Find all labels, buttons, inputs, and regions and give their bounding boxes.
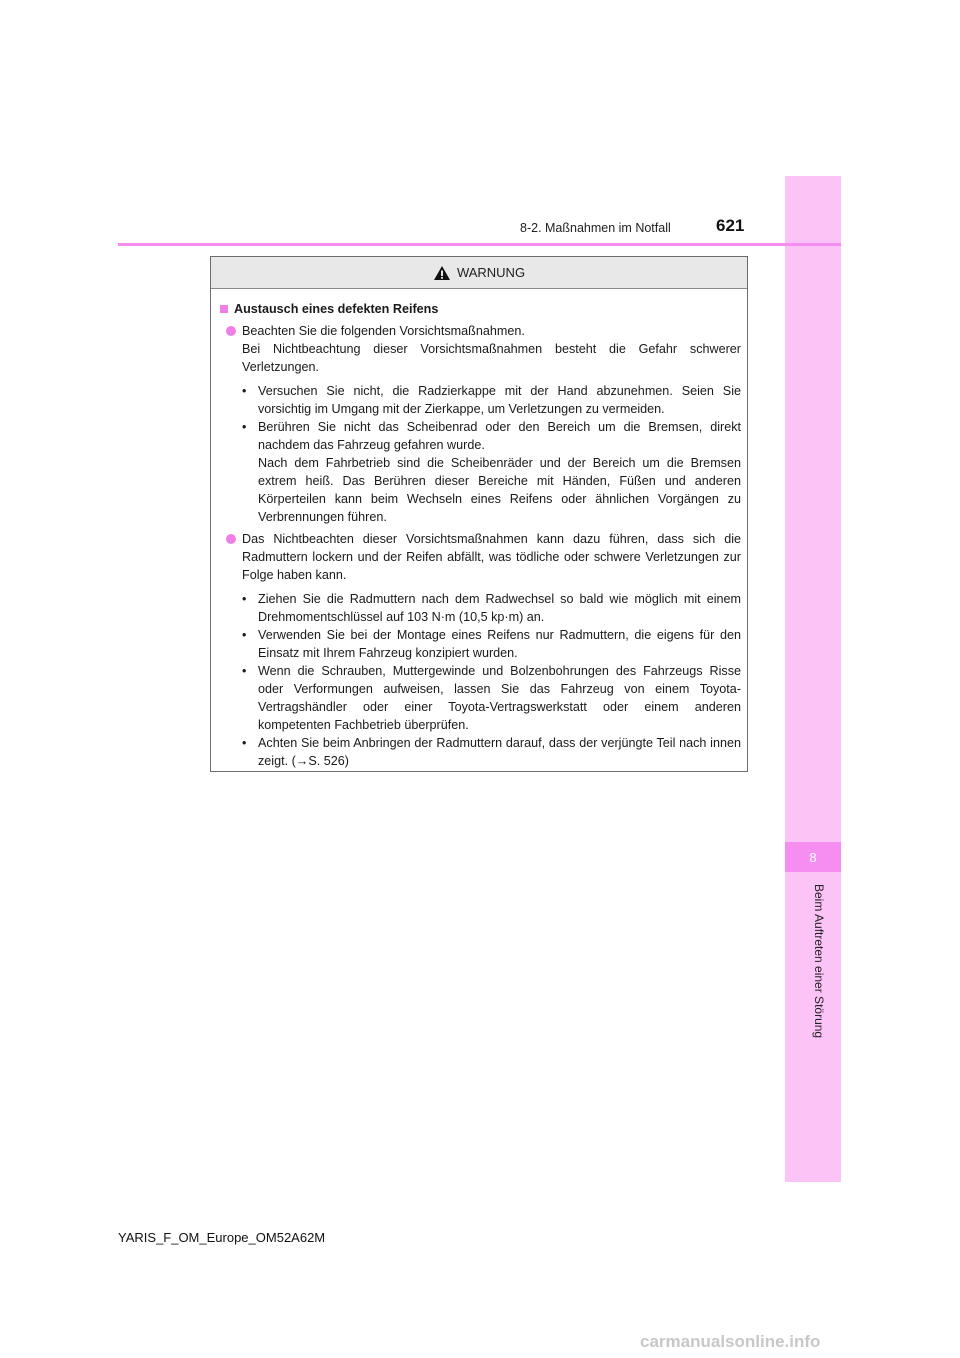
point1-line2: Bei Nichtbeachtung dieser Vorsichtsmaßnahmen besteht die Gefahr schwerer Verletzungen. <box>242 342 741 374</box>
header-divider <box>118 243 841 246</box>
warning-section-title <box>220 300 741 318</box>
list-item <box>242 382 741 418</box>
page-reference-text[interactable]: Achten Sie beim Anbringen der Radmuttern darauf, dass der verjüngte Teil nach innen zeigt. (→S. 526) <box>258 736 741 768</box>
bullet-text: Wenn die Schrauben, Muttergewinde und Bolzenbohrungen des Fahrzeugs Risse oder Verformungen aufweisen, lassen Sie das Fahrzeug von einem Toyota-Vertragshändler oder einer Toyota-Vertragswerkstatt oder einem anderen kompetenten Fachbetrieb überprüfen. <box>258 664 741 732</box>
list-item <box>242 626 741 662</box>
list-item <box>242 734 741 770</box>
chapter-title: Beim Auftreten einer Störung <box>812 884 826 1039</box>
page-number: 621 <box>716 216 745 235</box>
warning-point-1 <box>220 322 741 376</box>
circle-bullet-icon <box>226 326 236 336</box>
document-code: YARIS_F_OM_Europe_OM52A62M <box>118 1230 326 1245</box>
bullet-mark: • <box>242 736 247 750</box>
square-bullet-icon <box>220 305 228 313</box>
warning-box <box>210 256 748 772</box>
bullet-text: Verwenden Sie bei der Montage eines Reifens nur Radmuttern, die eigens für den Einsatz mit Ihrem Fahrzeug konzipiert wurden. <box>258 628 741 660</box>
list-item <box>242 590 741 626</box>
chapter-number: 8 <box>809 849 817 865</box>
bullet-mark: • <box>242 384 247 398</box>
bullet-mark: • <box>242 628 247 642</box>
point2-text: Das Nichtbeachten dieser Vorsichtsmaßnahmen kann dazu führen, dass sich die Radmuttern lockern und der Reifen abfällt, was tödliche oder schwere Verletzungen zur Folge haben kann. <box>242 532 741 582</box>
point1-line1: Beachten Sie die folgenden Vorsichtsmaßnahmen. <box>242 324 525 338</box>
chapter-number-tab[interactable] <box>785 842 841 872</box>
list-item <box>242 662 741 734</box>
section-heading: 8-2. Maßnahmen im Notfall <box>520 221 671 235</box>
list-item <box>242 418 741 526</box>
warning-header <box>211 257 747 289</box>
bullet-text: Berühren Sie nicht das Scheibenrad oder den Bereich um die Bremsen, direkt nachdem das Fahrzeug gefahren wurde. <box>258 420 741 452</box>
watermark: carmanualsonline.info <box>640 1332 821 1351</box>
warning-body <box>211 289 747 770</box>
warning-title-text: Austausch eines defekten Reifens <box>234 302 439 316</box>
bullet-mark: • <box>242 664 247 678</box>
warning-label: WARNUNG <box>456 265 526 280</box>
point2-bullet-list <box>220 590 741 770</box>
bullet-mark: • <box>242 420 247 434</box>
warning-point-2 <box>220 530 741 584</box>
bullet-mark: • <box>242 592 247 606</box>
bullet-text-continued: Nach dem Fahrbetrieb sind die Scheibenräder und der Bereich um die Bremsen extrem heiß. Das Berühren dieser Bereiche mit Händen, Füßen und anderen Körperteilen kann beim Wechseln eines Reifens oder ähnlichen Vorgängen zu Verbrennungen führen. <box>258 456 741 524</box>
point1-bullet-list <box>220 382 741 526</box>
circle-bullet-icon <box>226 534 236 544</box>
warning-triangle-icon <box>433 265 451 281</box>
bullet-text: Versuchen Sie nicht, die Radzierkappe mit der Hand abzunehmen. Seien Sie vorsichtig im Umgang mit der Zierkappe, um Verletzungen zu vermeiden. <box>258 384 741 416</box>
bullet-text: Ziehen Sie die Radmuttern nach dem Radwechsel so bald wie möglich mit einem Drehmomentschlüssel auf 103 N·m (10,5 kp·m) an. <box>258 592 741 624</box>
